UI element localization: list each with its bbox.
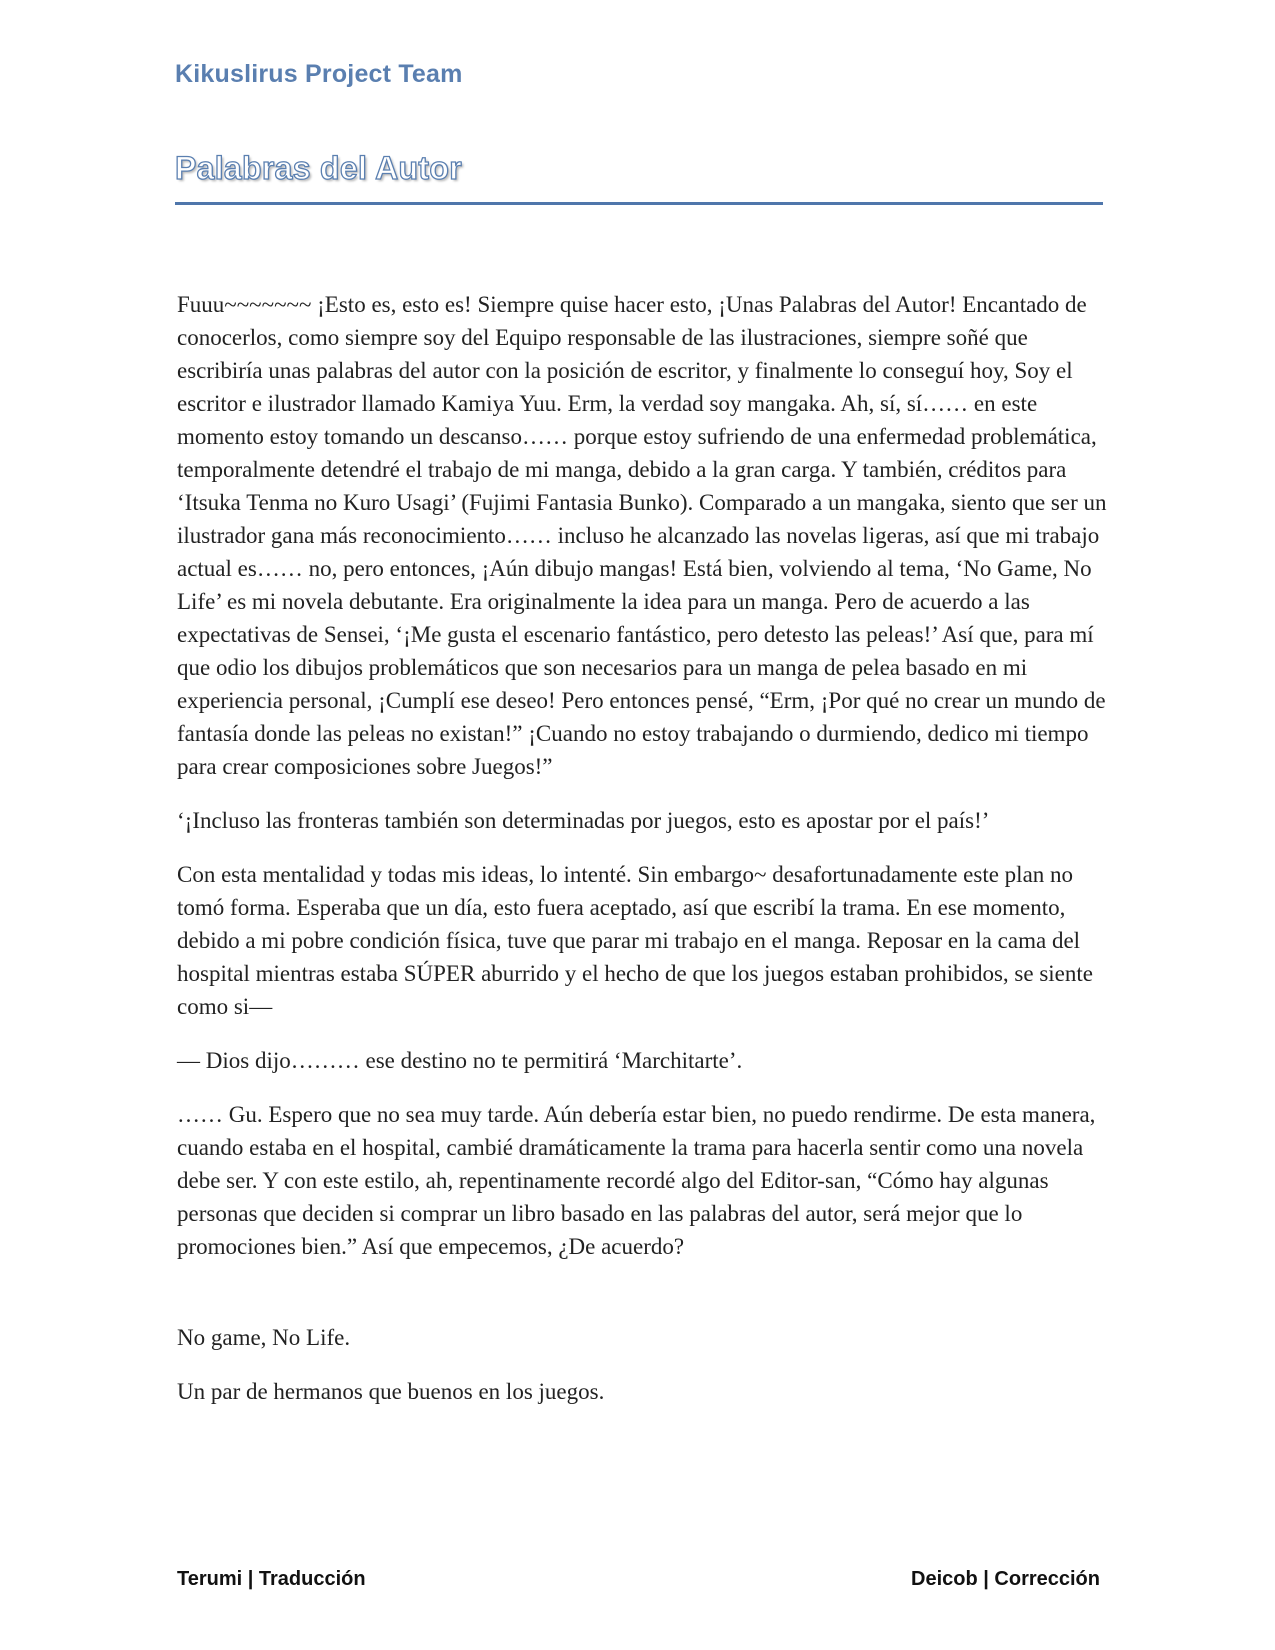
footer-translation-credit: Terumi | Traducción: [177, 1568, 366, 1590]
paragraph: Con esta mentalidad y todas mis ideas, lo intenté. Sin embargo~ desafortunadamente este plan no tomó forma. Esperaba que un día, esto fuera aceptado, así que escribí la trama. En ese momento, debido a mi pobre condición física, tuve que parar mi trabajo en el manga. Reposar en la cama del hospital mientras estaba SÚPER aburrido y el hecho de que los juegos estaban prohibidos, se siente como si—: [177, 862, 1093, 1019]
paragraph: …… Gu. Espero que no sea muy tarde. Aún debería estar bien, no puedo rendirme. De esta manera, cuando estaba en el hospital, cambié dramáticamente la trama para hacerla sentir como una novela debe ser. Y con este estilo, ah, repentinamente recordé algo del Editor-san, “Cómo hay algunas personas que deciden si comprar un libro basado en las palabras del autor, será mejor que lo promociones bien.” Así que empecemos, ¿De acuerdo?: [177, 1102, 1096, 1259]
body-text: [177, 288, 1107, 1429]
paragraph: ‘¡Incluso las fronteras también son determinadas por juegos, esto es apostar por el país!’: [177, 808, 990, 833]
paragraph: — Dios dijo……… ese destino no te permitirá ‘Marchitarte’.: [177, 1048, 743, 1073]
paragraph: Fuuu~~~~~~~ ¡Esto es, esto es! Siempre quise hacer esto, ¡Unas Palabras del Autor! Encantado de conocerlos, como siempre soy del Equipo responsable de las ilustraciones, siempre soñé que escribiría unas palabras del autor con la posición de escritor, y finalmente lo conseguí hoy, Soy el escritor e ilustrador llamado Kamiya Yuu. Erm, la verdad soy mangaka. Ah, sí, sí…… en este momento estoy tomando un descanso…… porque estoy sufriendo de una enfermedad problemática, temporalmente detendré el trabajo de mi manga, debido a la gran carga. Y también, créditos para ‘Itsuka Tenma no Kuro Usagi’ (Fujimi Fantasia Bunko). Comparado a un mangaka, siento que ser un ilustrador gana más reconocimiento…… incluso he alcanzado las novelas ligeras, así que mi trabajo actual es…… no, pero entonces, ¡Aún dibujo mangas! Está bien, volviendo al tema, ‘No Game, No Life’ es mi novela debutante. Era originalmente la idea para un manga. Pero de acuerdo a las expectativas de Sensei, ‘¡Me gusta el escenario fantástico, pero detesto las peleas!’ Así que, para mí que odio los dibujos problemáticos que son necesarios para un manga de pelea basado en mi experiencia personal, ¡Cumplí ese deseo! Pero entonces pensé, “Erm, ¡Por qué no crear un mundo de fantasía donde las peleas no existan!” ¡Cuando no estoy trabajando o durmiendo, dedico mi tiempo para crear composiciones sobre Juegos!”: [177, 292, 1107, 779]
team-header: Kikuslirus Project Team: [175, 60, 463, 88]
paragraph: Un par de hermanos que buenos en los juegos.: [177, 1379, 605, 1404]
paragraph: No game, No Life.: [177, 1325, 351, 1350]
footer-correction-credit: Deicob | Corrección: [911, 1568, 1100, 1590]
page-title: Palabras del Autor: [175, 150, 462, 186]
title-underline-divider: [175, 202, 1103, 205]
